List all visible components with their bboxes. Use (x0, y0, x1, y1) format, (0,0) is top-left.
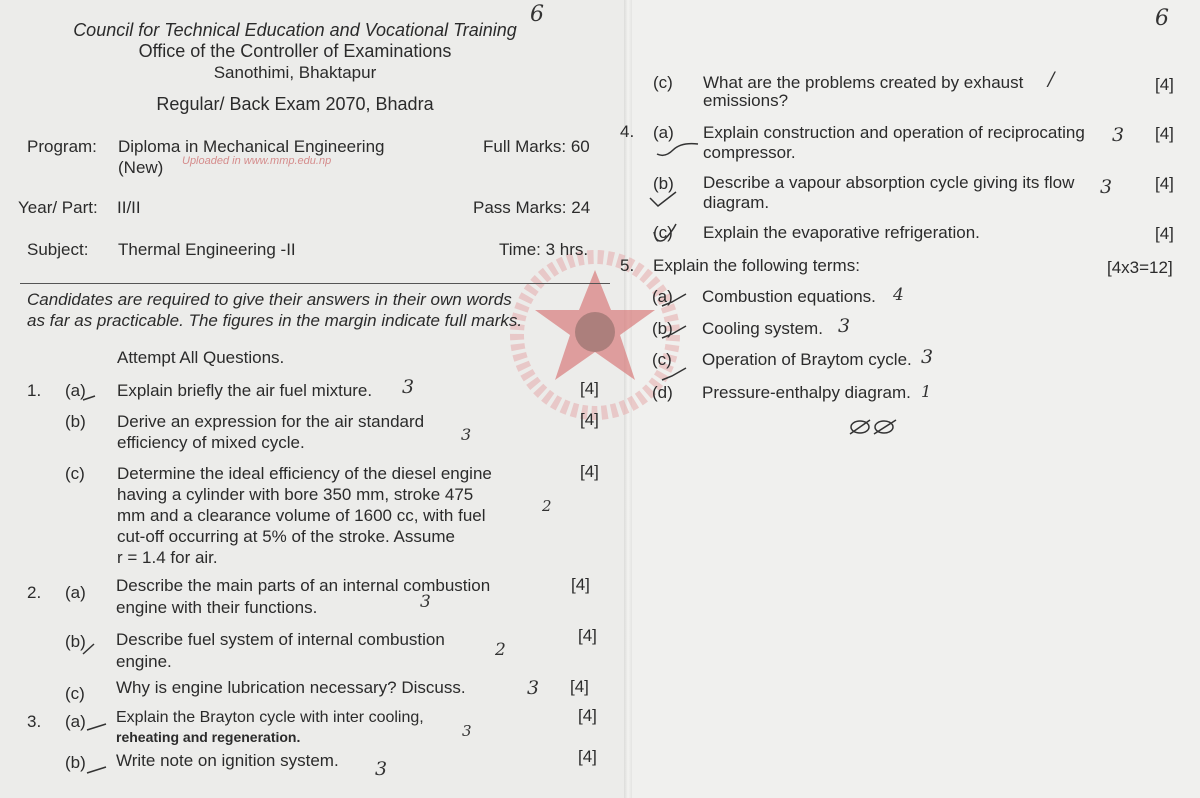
question-number: 2. (27, 583, 42, 602)
question-text: Explain the evaporative refrigeration. (703, 223, 980, 242)
marks: [4] (1155, 124, 1174, 143)
sub-label: (a) (65, 583, 86, 602)
question-text: What are the problems created by exhaust (703, 73, 1024, 92)
handwritten-score: 4 (893, 285, 904, 305)
sub-label: (c) (653, 73, 673, 92)
instruction-line: Candidates are required to give their answers in their own words (27, 290, 512, 309)
sub-label: (a) (65, 712, 86, 731)
question-text: Describe the main parts of an internal combustion (116, 576, 491, 595)
question-text: efficiency of mixed cycle. (117, 433, 305, 452)
handwritten-score: 3 (420, 592, 431, 612)
handwritten-score: 3 (1100, 176, 1113, 198)
check-mark-icon (650, 222, 680, 246)
marks: [4] (578, 626, 597, 645)
question-text: having a cylinder with bore 350 mm, stroke 475 (117, 485, 474, 504)
question-text: Describe fuel system of internal combustion (116, 630, 445, 649)
term-label: (b) (652, 319, 673, 338)
program-value: Diploma in Mechanical Engineering (118, 137, 385, 156)
handwritten-score: 3 (921, 346, 934, 368)
sub-label: (b) (65, 753, 86, 772)
handwritten-score: 3 (462, 722, 472, 740)
sub-label: (a) (653, 123, 674, 142)
year-value: II/II (117, 198, 141, 217)
year-label: Year/ Part: (18, 198, 98, 217)
term-text: Operation of Braytom cycle. (702, 350, 912, 369)
upload-watermark: Uploaded in www.mmp.edu.np (182, 155, 332, 167)
marks: [4] (571, 575, 590, 594)
marks: [4] (1155, 75, 1174, 94)
check-mark-icon (82, 642, 96, 656)
program-label: Program: (27, 137, 97, 156)
question-text: compressor. (703, 143, 796, 162)
question-text: engine with their functions. (116, 598, 318, 617)
handwritten-mark: 6 (530, 2, 544, 27)
sub-label: (b) (653, 174, 674, 193)
handwritten-score: 3 (527, 677, 540, 699)
term-label: (a) (652, 287, 673, 306)
handwritten-score: 3 (461, 425, 472, 444)
question-text: Explain the following terms: (653, 256, 860, 275)
check-mark-icon (86, 720, 108, 732)
instruction-line: as far as practicable. The figures in the margin indicate full marks. (27, 311, 523, 330)
program-value-cont: (New) (118, 158, 164, 177)
term-text: Pressure-enthalpy diagram. (702, 383, 911, 402)
exam-title: Regular/ Back Exam 2070, Bhadra (156, 94, 434, 114)
sub-label: (c) (653, 223, 673, 242)
marks: [4] (578, 706, 597, 725)
handwritten-score: 3 (838, 315, 851, 337)
council-title: Council for Technical Education and Vocational Training (73, 20, 517, 40)
question-text: Why is engine lubrication necessary? Discuss. (116, 678, 466, 697)
term-text: Cooling system. (702, 319, 823, 338)
question-number: 4. (620, 122, 635, 141)
subject-value: Thermal Engineering -II (118, 240, 296, 259)
question-text: cut-off occurring at 5% of the stroke. Assume (117, 527, 455, 546)
question-text: Determine the ideal efficiency of the diesel engine (117, 464, 492, 483)
office-location: Sanothimi, Bhaktapur (213, 63, 377, 82)
divider (20, 283, 610, 284)
marks: [4] (1155, 224, 1174, 243)
handwritten-score: 3 (402, 376, 415, 398)
sub-label: (b) (65, 412, 86, 431)
term-label: (c) (652, 350, 672, 369)
end-mark-icon (848, 418, 900, 436)
handwritten-score: 3 (375, 758, 388, 780)
question-text: mm and a clearance volume of 1600 cc, with fuel (117, 506, 486, 525)
marks: [4x3=12] (1107, 258, 1173, 277)
handwritten-score: 2 (495, 640, 506, 660)
question-number: 5. (620, 256, 635, 275)
handwritten-score: 1 (921, 382, 932, 401)
sub-label: (c) (65, 684, 85, 703)
sub-label: (b) (65, 632, 86, 651)
question-number: 3. (27, 712, 42, 731)
check-mark-icon (648, 190, 678, 210)
attempt-all: Attempt All Questions. (117, 348, 285, 367)
marks: [4] (580, 462, 599, 481)
check-mark-icon (82, 392, 96, 402)
time-allowed: Time: 3 hrs. (499, 240, 589, 259)
marks: [4] (580, 379, 599, 398)
handwritten-score: 2 (542, 497, 552, 515)
sub-label: (a) (65, 381, 86, 400)
question-text: engine. (116, 652, 172, 671)
check-mark-icon (660, 366, 688, 386)
question-text: Explain briefly the air fuel mixture. (117, 381, 373, 400)
question-text: reheating and regeneration. (116, 729, 301, 745)
question-text: Explain construction and operation of reciprocating (703, 123, 1085, 142)
question-text: emissions? (703, 91, 789, 110)
marks: [4] (570, 677, 589, 696)
check-mark-icon (655, 140, 700, 160)
check-mark-icon (660, 292, 688, 312)
subject-label: Subject: (27, 240, 89, 259)
term-text: Combustion equations. (702, 287, 876, 306)
check-mark-icon (86, 763, 108, 775)
handwritten-score: 3 (1112, 124, 1125, 146)
office-title: Office of the Controller of Examinations (138, 41, 452, 61)
question-text: Write note on ignition system. (116, 751, 339, 770)
marks: [4] (578, 747, 597, 766)
term-label: (d) (652, 383, 673, 402)
question-text: Describe a vapour absorption cycle giving its flow (703, 173, 1075, 192)
marks: [4] (1155, 174, 1174, 193)
question-text: Derive an expression for the air standard (117, 412, 425, 431)
handwritten-page-number: 6 (1155, 6, 1169, 31)
check-mark-icon (660, 324, 688, 344)
marks: [4] (580, 410, 599, 429)
question-text: r = 1.4 for air. (117, 548, 218, 567)
pass-marks: Pass Marks: 24 (473, 198, 591, 217)
full-marks: Full Marks: 60 (483, 137, 590, 156)
sub-label: (c) (65, 464, 85, 483)
handwritten-mark: / (1048, 68, 1055, 90)
question-text: Explain the Brayton cycle with inter cooling, (116, 709, 424, 726)
question-text: diagram. (703, 193, 770, 212)
question-number: 1. (27, 381, 42, 400)
